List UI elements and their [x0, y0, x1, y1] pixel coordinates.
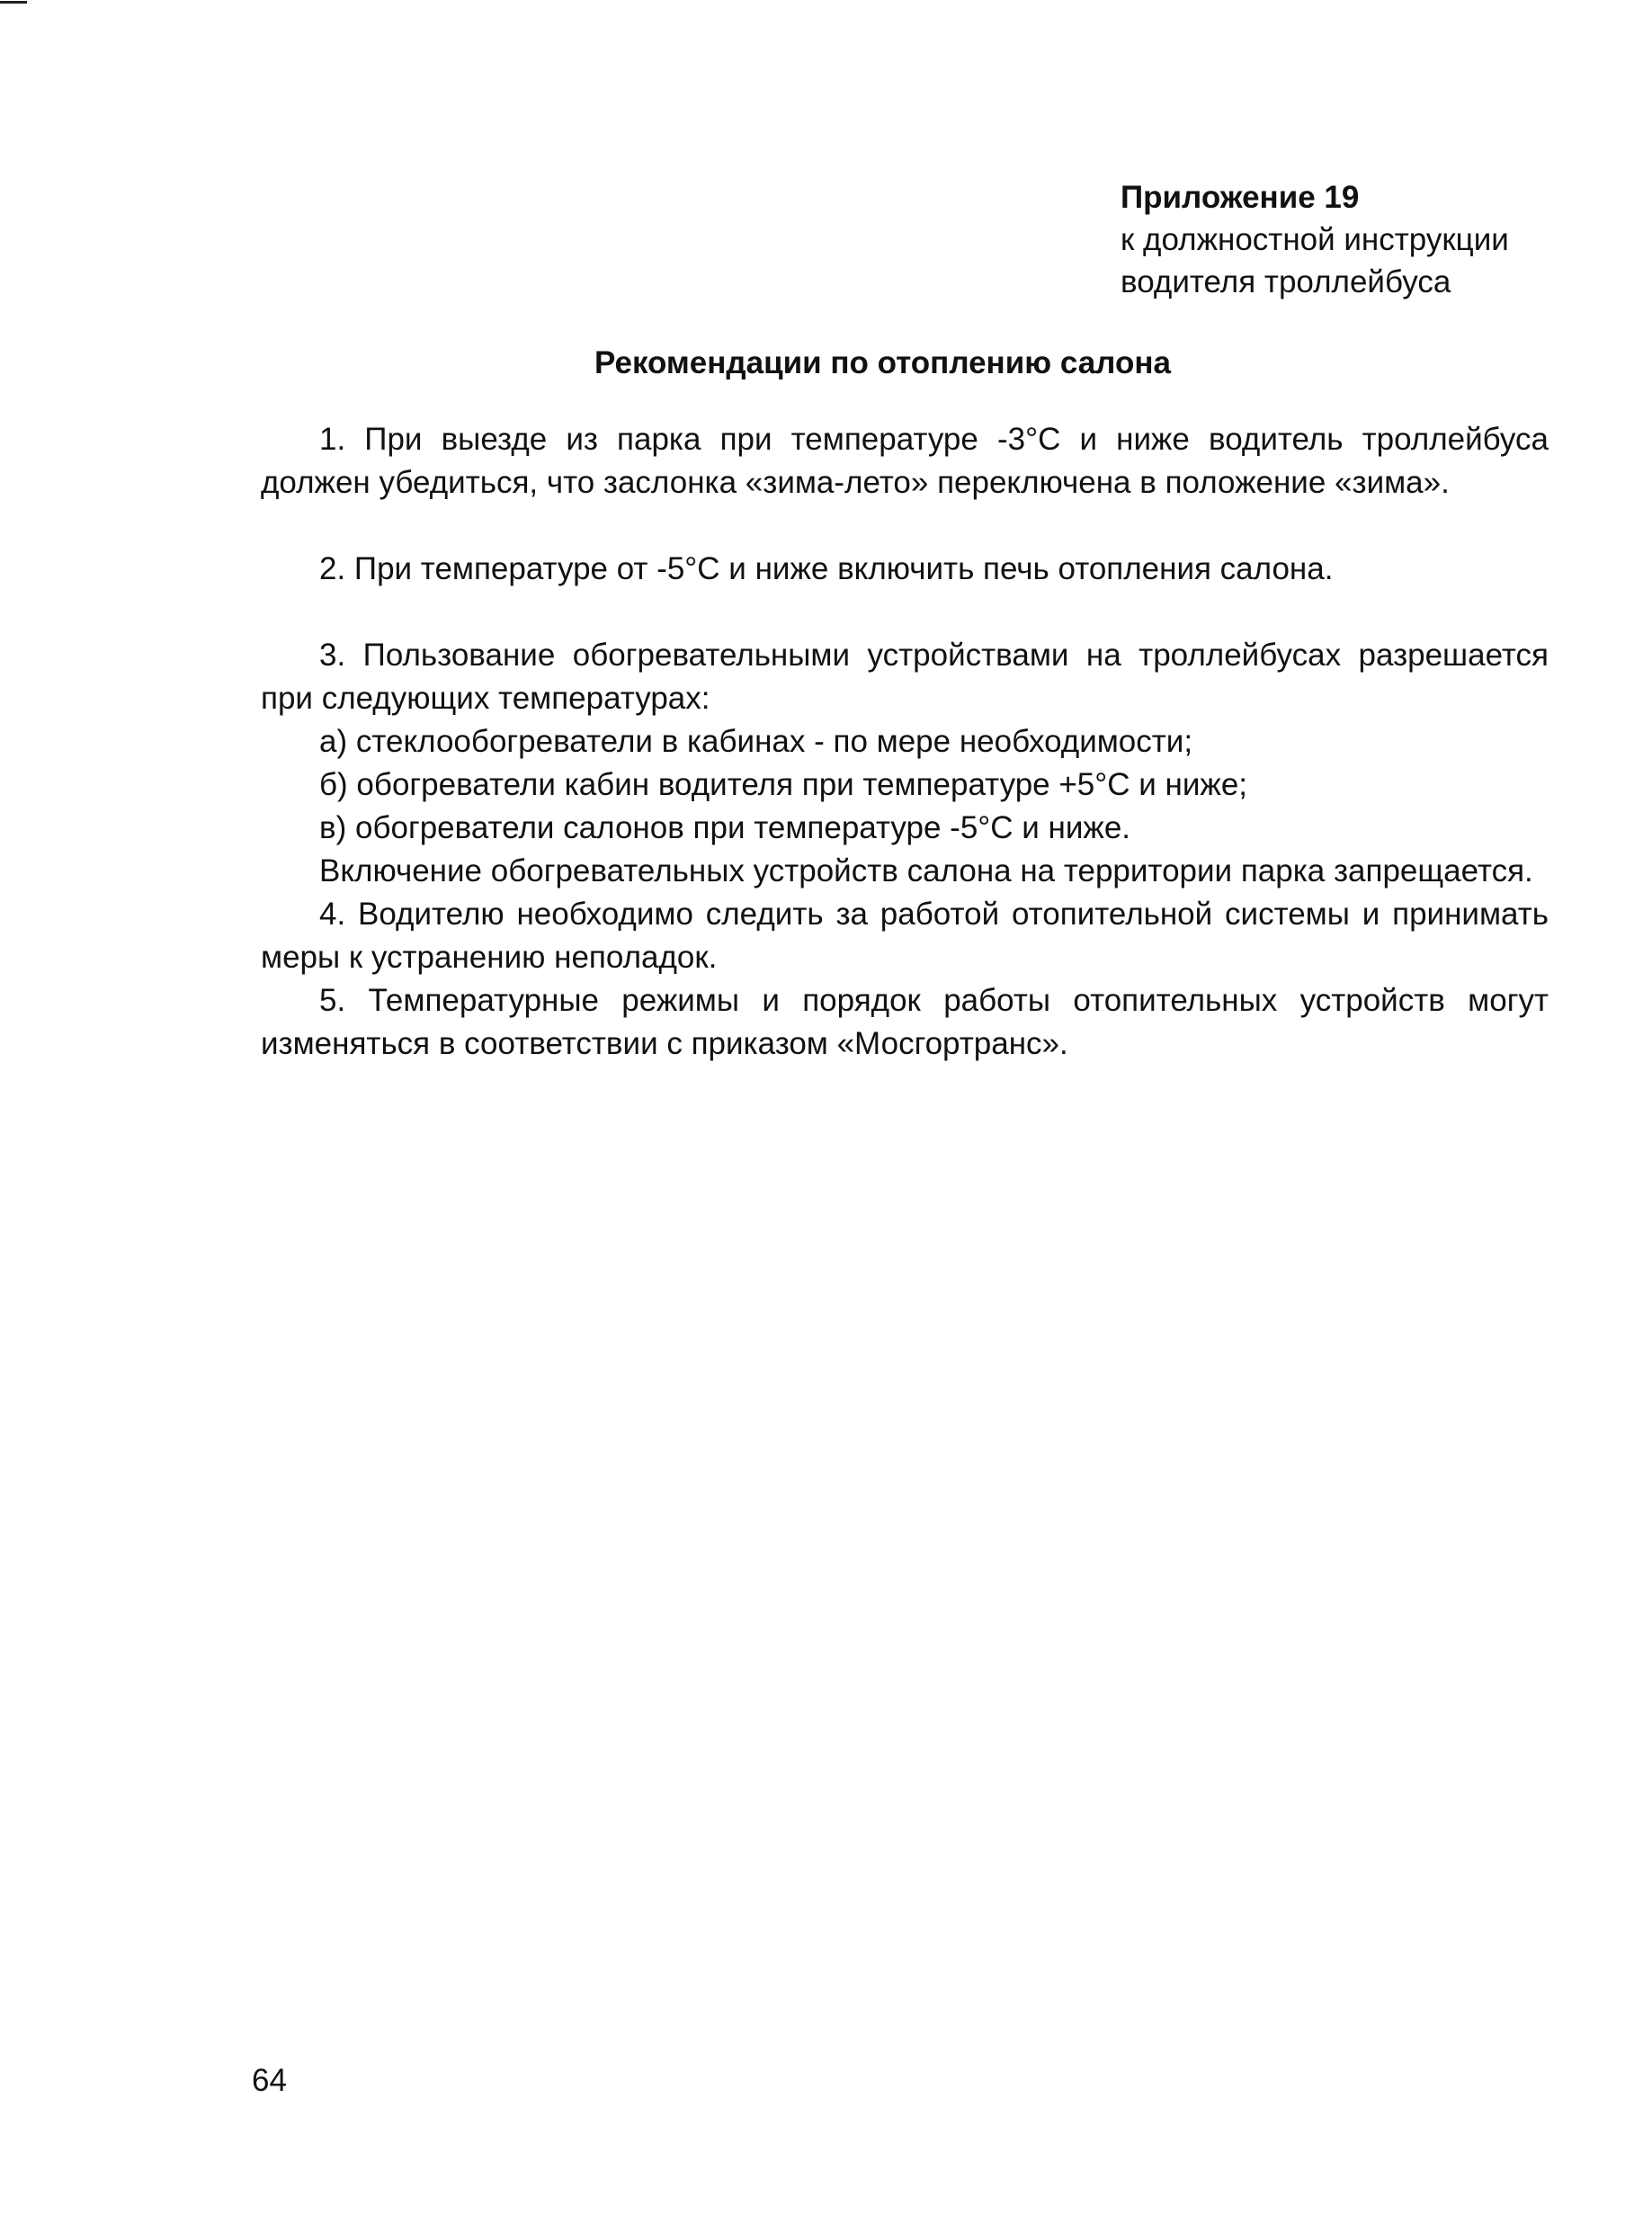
- appendix-header: [1121, 176, 1624, 303]
- appendix-line-1: к должностной инструкции: [1121, 222, 1509, 257]
- appendix-title: Приложение 19: [1121, 180, 1360, 215]
- page-number: 64: [252, 2063, 287, 2098]
- paragraph-3-item-c: в) обогреватели салонов при температуре -5°С и ниже.: [319, 810, 1131, 845]
- document-title: Рекомендации по отоплению салона: [594, 345, 1171, 380]
- paragraph-1: 1. При выезде из парка при температуре -3°С и ниже водитель троллейбуса должен убедиться, что заслонка «зима-лето» переключена в положение «зима».: [261, 422, 1549, 500]
- scan-corner-mark: [0, 1, 27, 4]
- document-body: [261, 418, 1549, 1066]
- appendix-line-2: водителя троллейбуса: [1121, 264, 1451, 299]
- paragraph-3-item-a: а) стеклообогреватели в кабинах - по мере необходимости;: [319, 724, 1193, 759]
- paragraph-5: 5. Температурные режимы и порядок работы отопительных устройств могут изменяться в соответствии с приказом «Мосгортранс».: [261, 983, 1549, 1061]
- paragraph-4: 4. Водителю необходимо следить за работой отопительной системы и принимать меры к устранению неполадок.: [261, 897, 1549, 975]
- paragraph-3-note: Включение обогревательных устройств салона на территории парка запрещается.: [319, 853, 1533, 888]
- paragraph-2: 2. При температуре от -5°С и ниже включить печь отопления салона.: [319, 551, 1334, 586]
- paragraph-3-item-b: б) обогреватели кабин водителя при температуре +5°С и ниже;: [319, 767, 1248, 802]
- paragraph-3: 3. Пользование обогревательными устройствами на троллейбусах разрешается при следующих температурах:: [261, 638, 1549, 716]
